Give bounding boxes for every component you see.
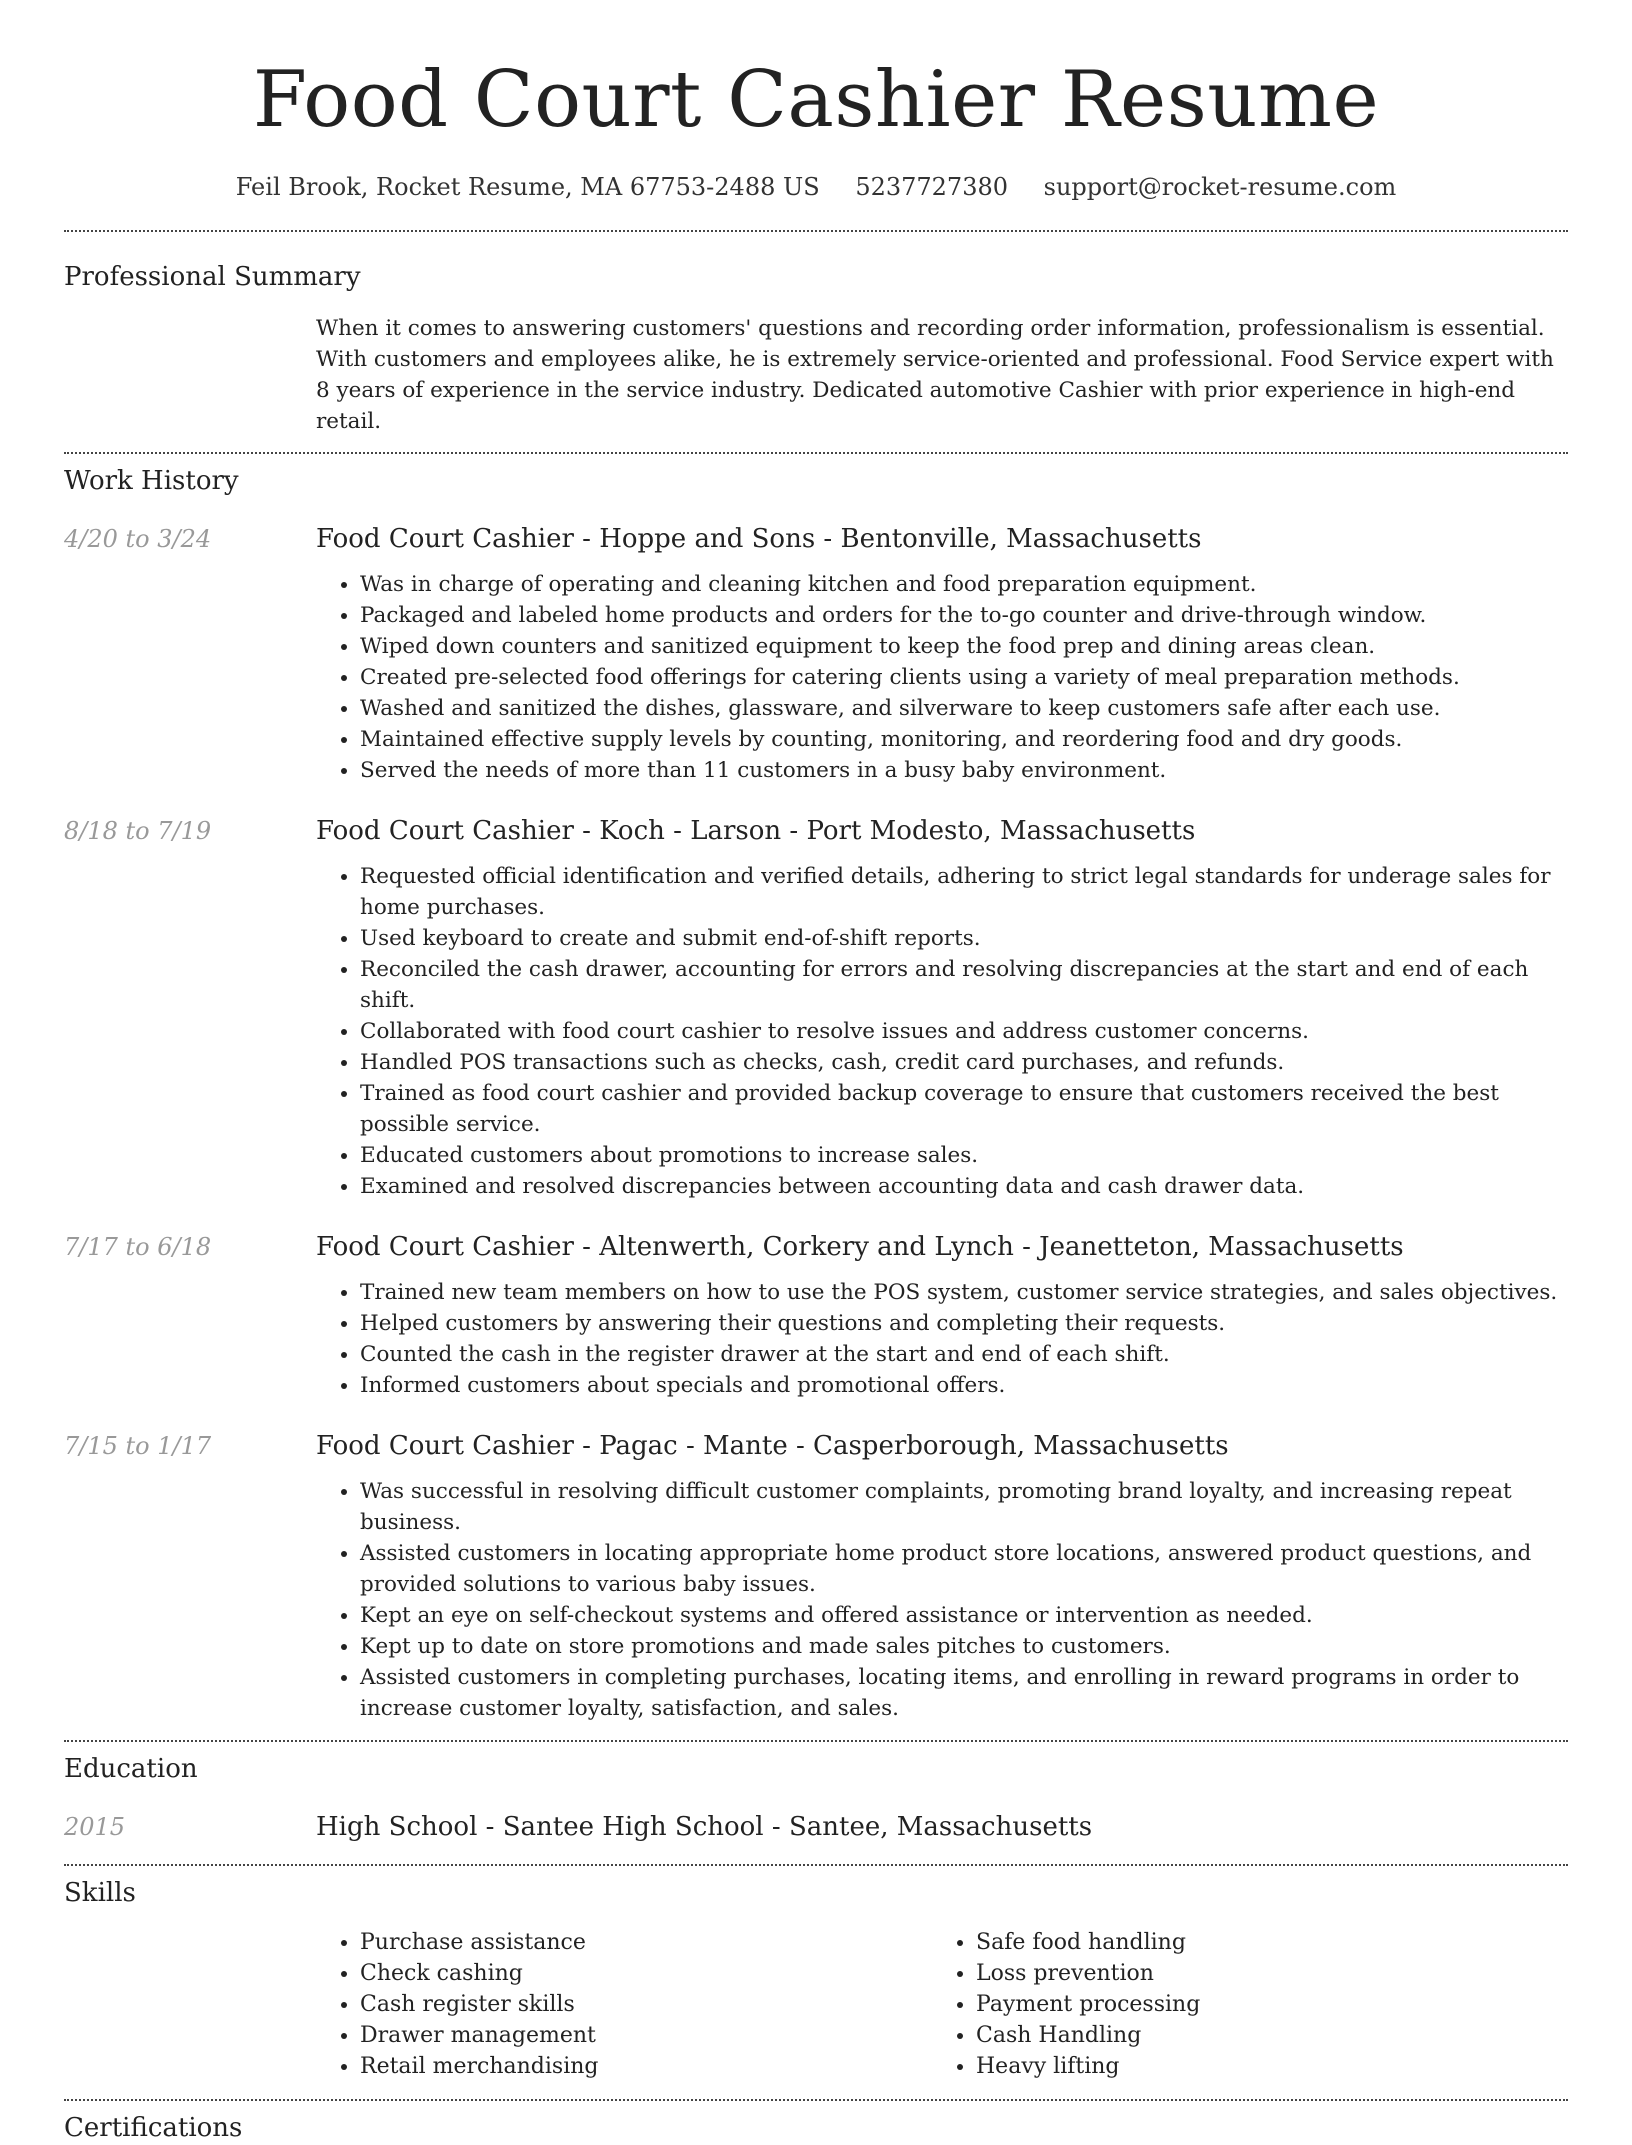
skill-item: • Cash register skills <box>360 1989 932 2020</box>
list-item: • Was in charge of operating and cleaning kitchen and food preparation equipment. <box>360 569 1568 600</box>
list-item: • Kept an eye on self-checkout systems and offered assistance or intervention as needed. <box>360 1600 1568 1631</box>
skill-item: • Payment processing <box>976 1989 1548 2020</box>
summary-text: When it comes to answering customers' questions and recording order information, professionalism is essential. With customers and employees alike, he is extremely service-oriented and professional. Food Service expert with 8 years of experience in the service industry. Dedicated automotive Cashier with prior experience in high-end retail. <box>316 316 1554 434</box>
list-item: • Served the needs of more than 11 customers in a busy baby environment. <box>360 755 1568 786</box>
job-bullets <box>316 1476 1568 1724</box>
job-title: Food Court Cashier - Hoppe and Sons - Bentonville, Massachusetts <box>316 524 1202 554</box>
job-title: Food Court Cashier - Altenwerth, Corkery and Lynch - Jeanetteton, Massachusetts <box>316 1232 1404 1262</box>
skills-column-left <box>316 1927 932 2082</box>
summary-heading: Professional Summary <box>64 262 361 292</box>
education-year: 2015 <box>64 1813 126 1841</box>
divider <box>64 452 1568 454</box>
skill-item: • Retail merchandising <box>360 2051 932 2082</box>
list-item: • Helped customers by answering their questions and completing their requests. <box>360 1308 1568 1339</box>
list-item: • Trained as food court cashier and provided backup coverage to ensure that customers received the best possible service. <box>360 1078 1568 1140</box>
education-school: High School - Santee High School - Santee, Massachusetts <box>316 1812 1093 1842</box>
list-item: • Assisted customers in completing purchases, locating items, and enrolling in reward programs in order to increase customer loyalty, satisfaction, and sales. <box>360 1662 1568 1724</box>
list-item: • Reconciled the cash drawer, accounting for errors and resolving discrepancies at the start and end of each shift. <box>360 954 1568 1016</box>
contact-address: Feil Brook, Rocket Resume, MA 67753-2488 US <box>235 173 820 201</box>
certifications-heading: Certifications <box>64 2113 243 2143</box>
divider <box>64 1864 1568 1866</box>
education-entry <box>64 1810 1568 1844</box>
resume-title: Food Court Cashier Resume <box>252 55 1380 145</box>
divider <box>64 1740 1568 1742</box>
list-item: • Counted the cash in the register drawer at the start and end of each shift. <box>360 1339 1568 1370</box>
divider <box>64 230 1568 232</box>
work-history-heading: Work History <box>64 466 239 496</box>
skill-item: • Loss prevention <box>976 1958 1548 1989</box>
skills-heading: Skills <box>64 1878 136 1908</box>
list-item: • Created pre-selected food offerings for catering clients using a variety of meal preparation methods. <box>360 662 1568 693</box>
skill-item: • Safe food handling <box>976 1927 1548 1958</box>
list-item: • Packaged and labeled home products and orders for the to-go counter and drive-through window. <box>360 600 1568 631</box>
list-item: • Requested official identification and verified details, adhering to strict legal standards for underage sales for home purchases. <box>360 861 1568 923</box>
skill-item: • Cash Handling <box>976 2020 1548 2051</box>
list-item: • Used keyboard to create and submit end-of-shift reports. <box>360 923 1568 954</box>
job-entry <box>64 814 1568 1202</box>
skills-list <box>316 1927 1568 2082</box>
divider <box>64 2099 1568 2101</box>
contact-phone: 5237727380 <box>855 173 1009 201</box>
list-item: • Informed customers about specials and promotional offers. <box>360 1370 1568 1401</box>
skill-item: • Purchase assistance <box>360 1927 932 1958</box>
job-dates: 4/20 to 3/24 <box>64 525 212 553</box>
job-dates: 7/17 to 6/18 <box>64 1233 212 1261</box>
list-item: • Assisted customers in locating appropriate home product store locations, answered product questions, and provided solutions to various baby issues. <box>360 1538 1568 1600</box>
list-item: • Kept up to date on store promotions and made sales pitches to customers. <box>360 1631 1568 1662</box>
list-item: • Handled POS transactions such as checks, cash, credit card purchases, and refunds. <box>360 1047 1568 1078</box>
job-bullets <box>316 861 1568 1202</box>
skill-item: • Drawer management <box>360 2020 932 2051</box>
contact-line <box>64 170 1568 204</box>
job-bullets <box>316 569 1568 786</box>
job-title: Food Court Cashier - Koch - Larson - Port Modesto, Massachusetts <box>316 816 1196 846</box>
job-dates: 8/18 to 7/19 <box>64 817 212 845</box>
list-item: • Wiped down counters and sanitized equipment to keep the food prep and dining areas clean. <box>360 631 1568 662</box>
job-entry <box>64 1230 1568 1401</box>
job-title: Food Court Cashier - Pagac - Mante - Casperborough, Massachusetts <box>316 1431 1229 1461</box>
list-item: • Educated customers about promotions to increase sales. <box>360 1140 1568 1171</box>
job-entry <box>64 522 1568 786</box>
job-entry <box>64 1429 1568 1724</box>
skills-column-right <box>932 1927 1548 2082</box>
job-bullets <box>316 1277 1568 1401</box>
list-item: • Maintained effective supply levels by counting, monitoring, and reordering food and dry goods. <box>360 724 1568 755</box>
list-item: • Washed and sanitized the dishes, glassware, and silverware to keep customers safe after each use. <box>360 693 1568 724</box>
education-heading: Education <box>64 1754 198 1784</box>
skill-item: • Heavy lifting <box>976 2051 1548 2082</box>
list-item: • Trained new team members on how to use the POS system, customer service strategies, and sales objectives. <box>360 1277 1568 1308</box>
list-item: • Examined and resolved discrepancies between accounting data and cash drawer data. <box>360 1171 1568 1202</box>
job-dates: 7/15 to 1/17 <box>64 1432 212 1460</box>
list-item: • Was successful in resolving difficult customer complaints, promoting brand loyalty, and increasing repeat business. <box>360 1476 1568 1538</box>
skill-item: • Check cashing <box>360 1958 932 1989</box>
list-item: • Collaborated with food court cashier to resolve issues and address customer concerns. <box>360 1016 1568 1047</box>
contact-email[interactable]: support@rocket-resume.com <box>1043 173 1397 201</box>
